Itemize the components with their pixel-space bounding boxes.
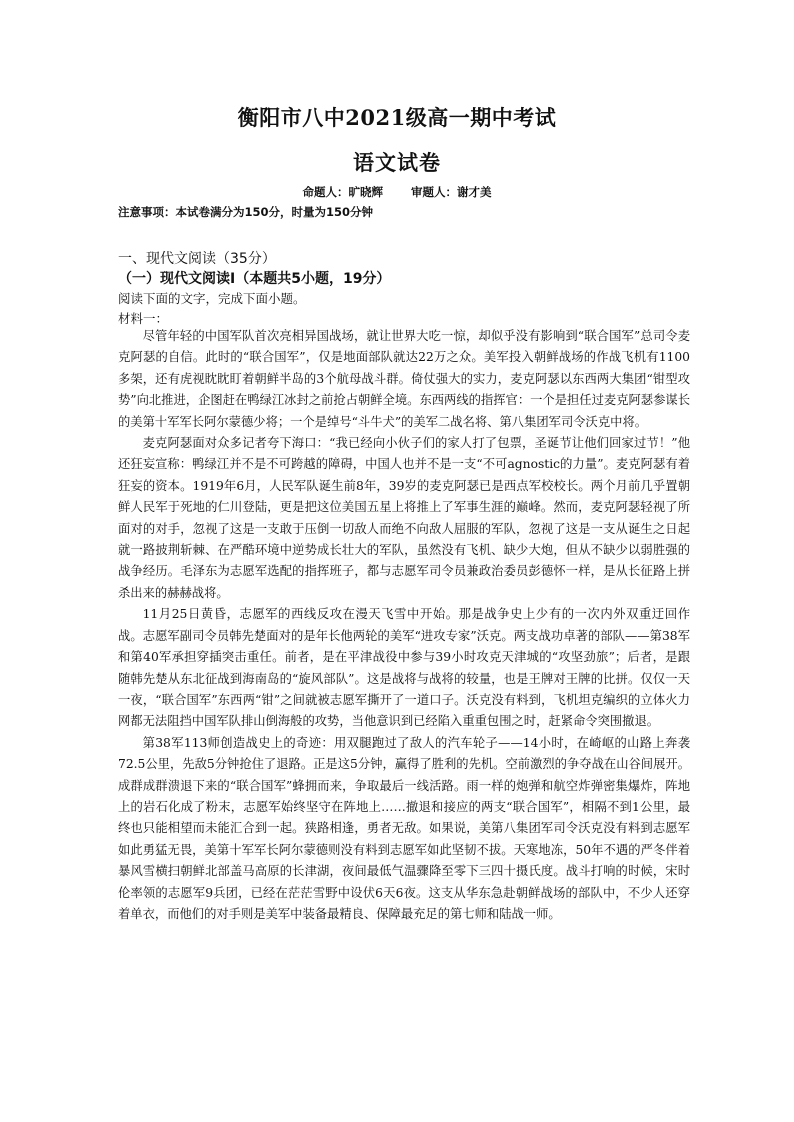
passage-paragraph: 11月25日黄昏，志愿军的西线反攻在漫天飞雪中开始。那是战争史上少有的一次内外双重迂回作战。志愿军副司令员韩先楚面对的是年长他两轮的美军“进攻专家”沃克。两支战功卓著的部队——第38军和第40军承担穿插突击重任。前者，是在平津战役中参与39小时攻克天津城的“攻坚劲旅”；后者，是跟随韩先楚从东北征战到海南岛的“旋风部队”。这是战将与战将的较量，也是王牌对王牌的比拼。仅仅一天一夜，“联合国军”东西两“钳”之间就被志愿军撕开了一道口子。沃克没有料到，飞机坦克编织的立体火力网都无法阻挡中国军队排山倒海般的攻势，当他意识到已经陷入重重包围之时，赶紧命令突围撤退。 — [118, 607, 690, 729]
section-title: 一、现代文阅读（35分） — [118, 251, 276, 267]
passage-paragraph: 麦克阿瑟面对众多记者夸下海口：“我已经向小伙子们的家人打了包票，圣诞节让他们回家过节！”他还狂妄宣称：鸭绿江并不是不可跨越的障碍，中国人也并不是一支“不可agnostic的力量”。麦克阿瑟有着狂妄的资本。1919年6月，人民军队诞生前8年，39岁的麦克阿瑟已是西点军校校长。两个月前几乎置朝鲜人民军于死地的仁川登陆，更是把这位美国五星上将推上了军事生涯的巅峰。然而，麦克阿瑟轻视了所面对的对手，忽视了这是一支敢于压倒一切敌人而绝不向敌人屈服的军队，忽视了这是一支从诞生之日起就一路披荆斩棘、在严酷环境中逆势成长壮大的军队，虽然没有飞机、缺少大炮，但从不缺少以弱胜强的战争经历。毛泽东为志愿军选配的指挥班子，都与志愿军司令员兼政治委员彭德怀一样，是从长征路上拼杀出来的赫赫战将。 — [118, 436, 690, 600]
material-label: 材料一： — [118, 311, 169, 326]
exam-notice: 注意事项：本试卷满分为150分，时量为150分钟 — [118, 205, 374, 219]
exam-subtitle: 语文试卷 — [353, 150, 441, 175]
reading-instruction: 阅读下面的文字，完成下面小题。 — [118, 291, 306, 306]
passage-paragraph: 第38军113师创造战史上的奇迹：用双腿跑过了敌人的汽车轮子——14小时，在崎岖的山路上奔袭72.5公里，先敌5分钟抢住了退路。正是这5分钟，赢得了胜利的先机。空前激烈的争夺战在山谷间展开。成群成群溃退下来的“联合国军”蜂拥而来，争取最后一线活路。雨一样的炮弹和航空炸弹密集爆炸，阵地上的岩石化成了粉末，志愿军始终坚守在阵地上……撤退和接应的两支“联合国军”，相隔不到1公里，最终也只能相望而未能汇合到一起。狭路相逢，勇者无敌。如果说，美第八集团军司令沃克没有料到志愿军如此勇猛无畏，美第十军军长阿尔蒙德则没有料到志愿军如此坚韧不拔。天寒地冻，50年不遇的严冬伴着暴风雪横扫朝鲜北部盖马高原的长津湖，夜间最低气温骤降至零下三四十摄氏度。战斗打响的时候，宋时伦率领的志愿军9兵团，已经在茫茫雪野中设伏6天6夜。这支从华东急赴朝鲜战场的部队中，不少人还穿着单衣，而他们的对手则是美军中装备最精良、保障最充足的第七师和陆战一师。 — [118, 735, 690, 921]
reading-passage — [118, 326, 690, 925]
authors-line — [0, 184, 794, 200]
setter-label: 命题人：旷晓辉 — [302, 185, 383, 199]
reviewer-label: 审题人：谢才美 — [411, 185, 492, 199]
subsection-title: （一）现代文阅读Ⅰ（本题共5小题，19分） — [118, 271, 391, 287]
exam-title: 衡阳市八中2021级高一期中考试 — [237, 105, 557, 130]
passage-paragraph: 尽管年轻的中国军队首次亮相异国战场，就让世界大吃一惊，却似乎没有影响到“联合国军”总司令麦克阿瑟的自信。此时的“联合国军”，仅是地面部队就达22万之众。美军投入朝鲜战场的作战飞机有1100多架，还有虎视眈眈盯着朝鲜半岛的3个航母战斗群。倚仗强大的实力，麦克阿瑟以东西两大集团“钳型攻势”向北推进，企图赶在鸭绿江冰封之前抢占朝鲜全境。东西两线的指挥官：一个是担任过麦克阿瑟参谋长的美第十军军长阿尔蒙德少将；一个是绰号“斗牛犬”的美军二战名将、第八集团军司令沃克中将。 — [118, 329, 690, 429]
